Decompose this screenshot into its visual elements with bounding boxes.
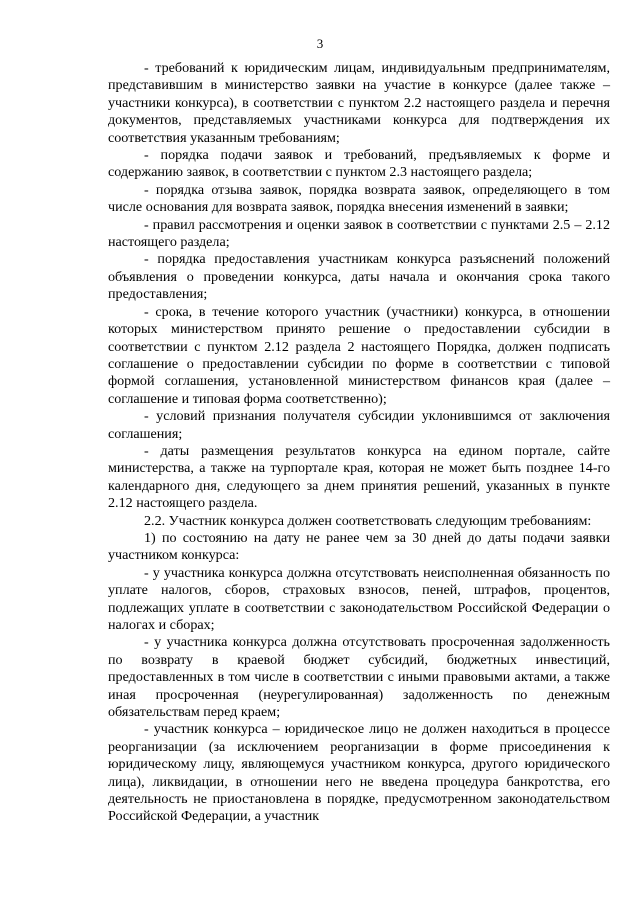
paragraph: 1) по состоянию на дату не ранее чем за 30 дней до даты подачи заявки участником конкурса:: [108, 529, 610, 564]
paragraph: - условий признания получателя субсидии уклонившимся от заключения соглашения;: [108, 408, 610, 442]
paragraph: - у участника конкурса должна отсутствовать просроченная задолженность по возврату в краевой бюджет субсидий, бюджетных инвестиций, предоставленных в том числе в соответствии с иными правовыми актами, а также иная просроченная (неурегулированная) задолженность по денежным обязательствам перед краем;: [108, 634, 610, 721]
paragraph: - порядка предоставления участникам конкурса разъяснений положений объявления о проведении конкурса, даты начала и окончания срока такого предоставления;: [108, 251, 610, 303]
paragraph: - участник конкурса – юридическое лицо не должен находиться в процессе реорганизации (за исключением реорганизации в форме присоединения к юридическому лицу, являющемуся участником конкурса, другого юридического лица), ликвидации, в отношении него не введена процедура банкротства, его деятельность не приостановлена в порядке, предусмотренном законодательством Российской Федерации, а участник: [108, 721, 610, 825]
paragraph: - срока, в течение которого участник (участники) конкурса, в отношении которых министерством принято решение о предоставлении субсидии в соответствии с пунктом 2.12 раздела 2 настоящего Порядка, должен подписать соглашение о предоставлении субсидии по форме в соответствии с типовой формой соглашения, установленной министерством финансов края (далее – соглашение и типовая форма соответственно);: [108, 303, 610, 407]
paragraph: - порядка отзыва заявок, порядка возврата заявок, определяющего в том числе основания для возврата заявок, порядка внесения изменений в заявки;: [108, 181, 610, 216]
paragraph: - у участника конкурса должна отсутствовать неисполненная обязанность по уплате налогов, сборов, страховых взносов, пеней, штрафов, процентов, подлежащих уплате в соответствии с законодательством Российской Федерации о налогах и сборах;: [108, 564, 610, 633]
paragraph: - требований к юридическим лицам, индивидуальным предпринимателям, представившим в министерство заявки на участие в конкурсе (далее также – участники конкурса), в соответствии с пунктом 2.2 настоящего раздела и перечня документов, представляемых участниками конкурса для подтверждения их соответствия указанным требованиям;: [108, 60, 610, 146]
paragraph: - порядка подачи заявок и требований, предъявляемых к форме и содержанию заявок, в соответствии с пунктом 2.3 настоящего раздела;: [108, 147, 610, 181]
page-number: 3: [316, 36, 324, 51]
document-body: [108, 60, 610, 826]
section-heading-paragraph: 2.2. Участник конкурса должен соответствовать следующим требованиям:: [144, 512, 592, 529]
paragraph: - правил рассмотрения и оценки заявок в соответствии с пунктами 2.5 – 2.12 настоящего раздела;: [108, 216, 610, 251]
paragraph: - даты размещения результатов конкурса на едином портале, сайте министерства, а также на турпортале края, которая не может быть позднее 14-го календарного дня, следующего за днем принятия решений, указанных в пункте 2.12 настоящего раздела.: [108, 442, 610, 512]
